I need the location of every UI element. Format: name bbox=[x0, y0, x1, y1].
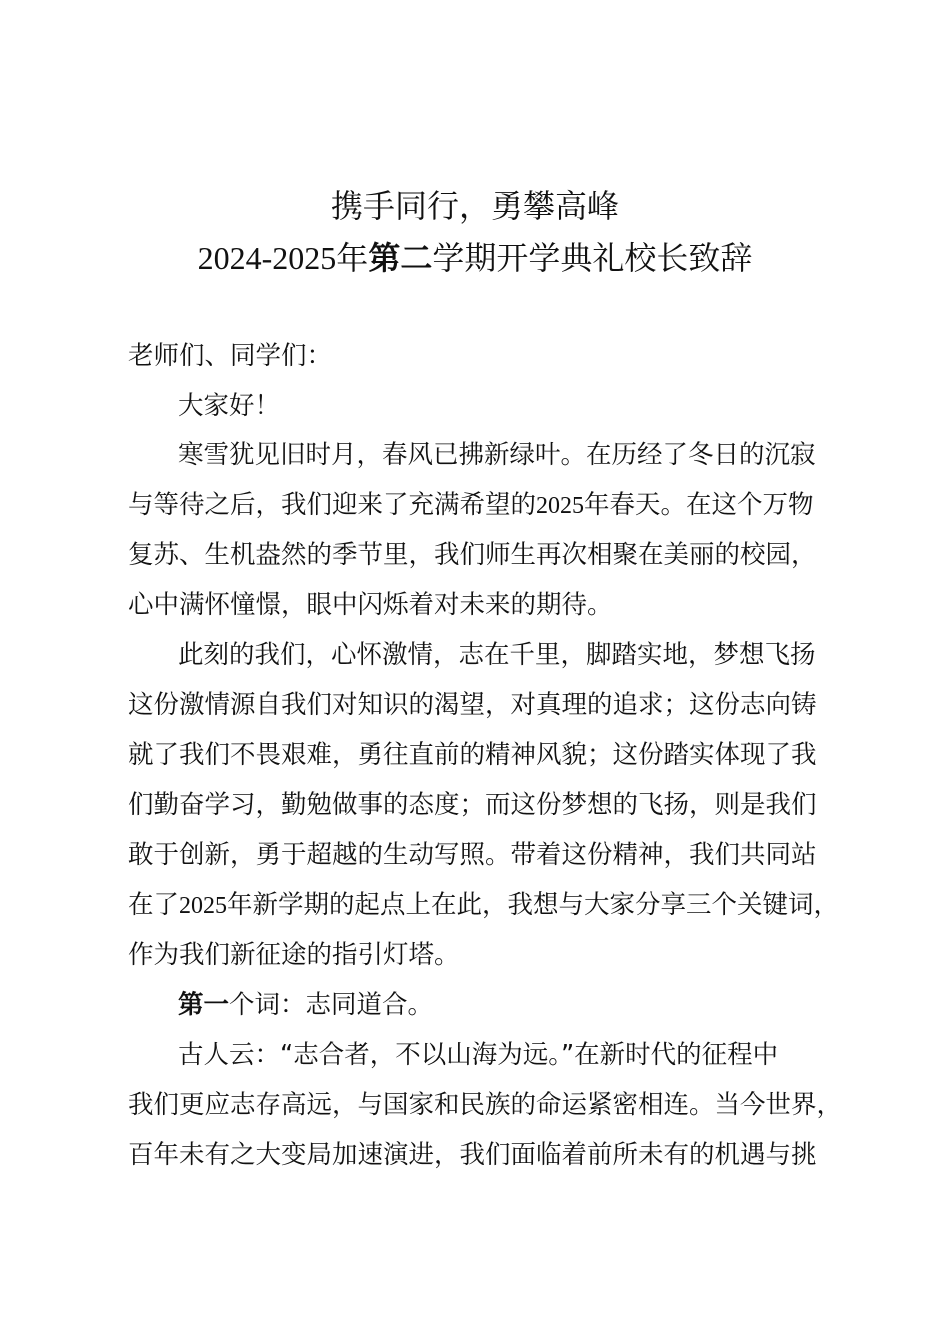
title-term-bold: 第二 bbox=[368, 239, 433, 277]
para2-line-3: 就了我们不畏艰难，勇往直前的精神风貌；这份踏实体现了我 bbox=[128, 740, 817, 770]
para1-line-2-text-a: 与等待之后，我们迎来了充满希望的 bbox=[128, 490, 537, 520]
title-year-range: 2024-2025 bbox=[197, 240, 337, 276]
para2-line-6-text-a: 在了 bbox=[128, 890, 180, 920]
title-line-2 bbox=[0, 232, 950, 284]
greeting-line: 老师们、同学们： bbox=[128, 341, 333, 371]
para1-line-2-text-b: 年春天。在这个万物 bbox=[584, 490, 814, 520]
para1-line-1: 寒雪犹见旧时月，春风已拂新绿叶。在历经了冬日的沉寂 bbox=[178, 440, 816, 470]
para1-line-4: 心中满怀憧憬，眼中闪烁着对未来的期待。 bbox=[128, 590, 613, 620]
keyword1-heading bbox=[178, 987, 433, 1023]
title-year-suffix: 年 bbox=[336, 239, 369, 277]
para1-line-2 bbox=[128, 487, 814, 524]
document-title bbox=[0, 180, 950, 284]
para2-line-4: 们勤奋学习，勤勉做事的态度；而这份梦想的飞扬，则是我们 bbox=[128, 790, 817, 820]
para2-line-6-year: 2025 bbox=[179, 893, 228, 919]
para2-line-2: 这份激情源自我们对知识的渴望，对真理的追求；这份志向铸 bbox=[128, 690, 817, 720]
para2-line-6-text-b: 年新学期的起点上在此，我想与大家分享三个关键词， bbox=[227, 890, 840, 920]
keyword1-rest: 个词：志同道合。 bbox=[229, 990, 434, 1020]
para1-line-2-year: 2025 bbox=[536, 493, 585, 519]
para2-line-5: 敢于创新，勇于超越的生动写照。带着这份精神，我们共同站 bbox=[128, 840, 817, 870]
title-line-1: 携手同行，勇攀高峰 bbox=[330, 187, 619, 225]
title-remainder: 学期开学典礼校长致辞 bbox=[432, 239, 753, 277]
para2-line-7: 作为我们新征途的指引灯塔。 bbox=[128, 940, 460, 970]
para1-line-3: 复苏、生机盎然的季节里，我们师生再次相聚在美丽的校园， bbox=[128, 540, 817, 570]
para3-line-2: 我们更应志存高远，与国家和民族的命运紧密相连。当今世界， bbox=[128, 1090, 843, 1120]
para2-line-1: 此刻的我们，心怀激情，志在千里，脚踏实地，梦想飞扬 bbox=[178, 640, 816, 670]
para2-line-6 bbox=[128, 887, 839, 924]
keyword1-bold: 第一 bbox=[178, 990, 230, 1020]
para3-line-3: 百年未有之大变局加速演进，我们面临着前所未有的机遇与挑 bbox=[128, 1140, 817, 1170]
para3-line-1: 古人云：“志合者，不以山海为远。”在新时代的征程中 bbox=[178, 1040, 779, 1070]
hello-line: 大家好！ bbox=[178, 391, 281, 421]
